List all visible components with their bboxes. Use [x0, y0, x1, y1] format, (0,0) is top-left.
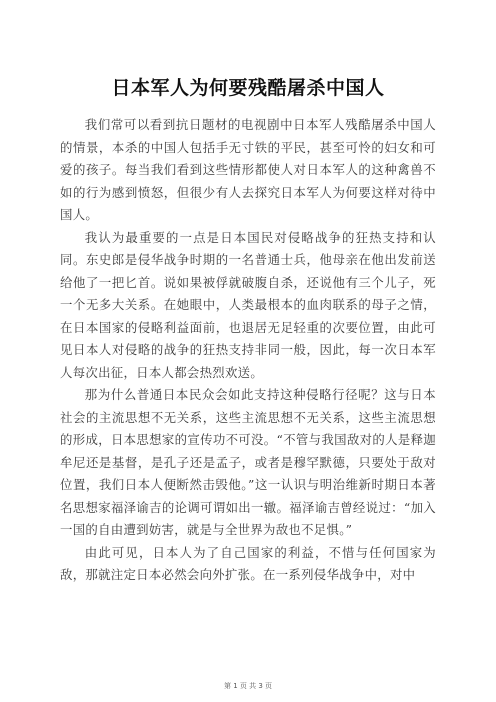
paragraph: 我认为最重要的一点是日本国民对侵略战争的狂热支持和认同。东史郎是侵华战争时期的一名普通士兵，他母亲在他出发前送给他了一把匕首。说如果被俘就破腹自杀，还说他有三个儿子，死一个无多大关系。在她眼中，人类最根本的血肉联系的母子之情，在日本国家的侵略利益面前，也退居无足轻重的次要位置，由此可见日本人对侵略的战争的狂热支持非同一般，因此，每一次日本军人每次出征，日本人都会热烈欢送。	[60, 229, 436, 380]
document-body	[60, 114, 436, 587]
paragraph: 我们常可以看到抗日题材的电视剧中日本军人残酷屠杀中国人的情景，本杀的中国人包括手无寸铁的平民，甚至可怜的妇女和可爱的孩子。每当我们看到这些情形都使人对日本军人的这种禽兽不如的行为感到愤怒，但很少有人去探究日本军人为何要这样对待中国人。	[60, 117, 436, 222]
paragraph: 由此可见，日本人为了自己国家的利益，不惜与任何国家为敌，那就注定日本必然会向外扩张。在一系列侵华战争中，对中	[60, 544, 436, 582]
document-title: 日本军人为何要残酷屠杀中国人	[111, 77, 385, 99]
page-number-footer: 第 1 页 共 3 页	[223, 682, 273, 690]
paragraph: 那为什么普通日本民众会如此支持这种侵略行径呢？这与日本社会的主流思想不无关系，这些主流思想不无关系，这些主流思想的形成，日本思想家的宣传功不可没。“不管与我国敌对的人是释迦牟尼还是基督，是孔子还是孟子，或者是穆罕默德，只要处于敌对位置，我们日本人便断然击毁他。”这一认识与明治维新时期日本著名思想家福泽谕吉的论调可谓如出一辙。福泽谕吉曾经说过：“加入一国的自由遭到妨害，就是与全世界为敌也不足惧。”	[60, 387, 436, 537]
